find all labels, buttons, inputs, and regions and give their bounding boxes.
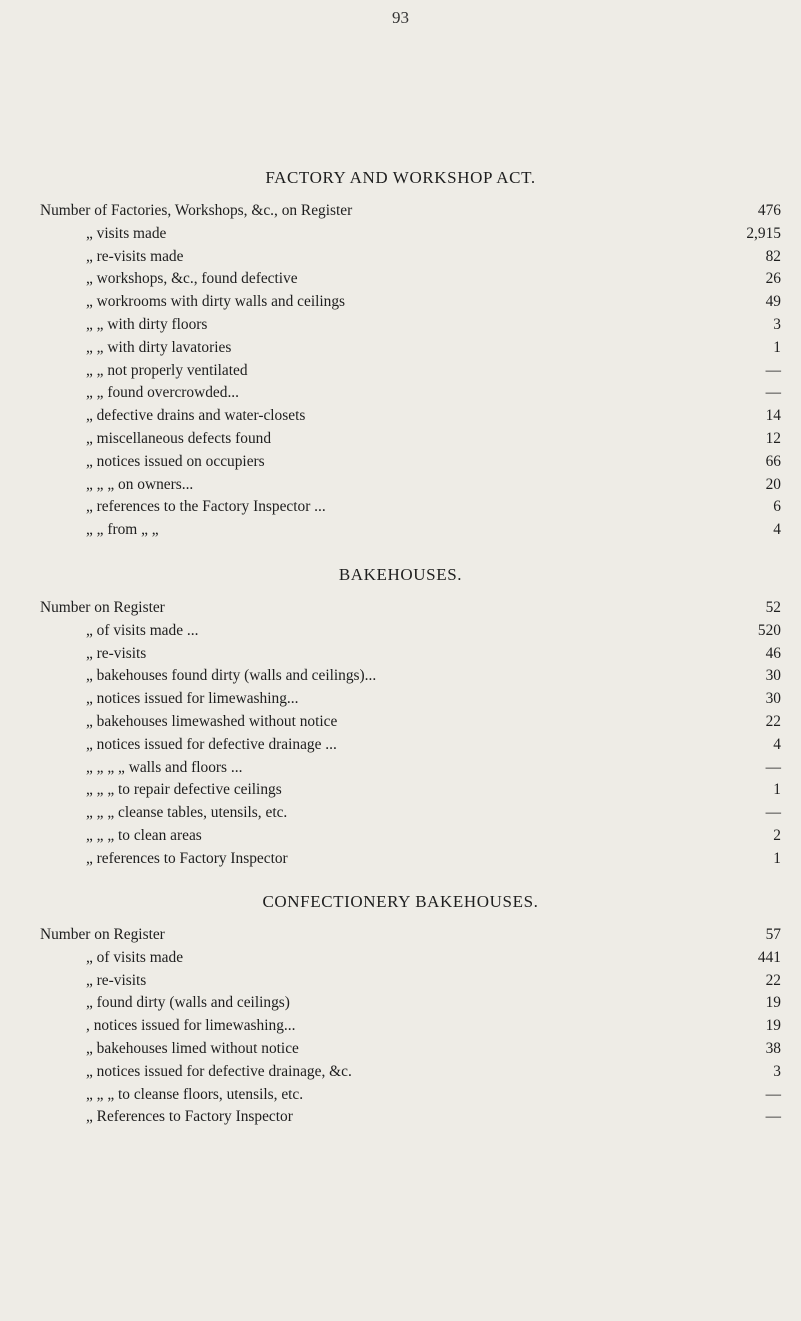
table-row: „ „ „ to repair defective ceilings 1 xyxy=(86,781,781,799)
table-row: „ „ „ on owners... 20 xyxy=(86,475,781,493)
confectionery-bakehouses-section xyxy=(0,892,801,1129)
table-row: Number on Register 57 xyxy=(40,926,781,943)
bakehouses-section xyxy=(0,565,801,871)
table-row: „ „ „ cleanse tables, utensils, etc. — xyxy=(86,804,781,822)
table-row: „ „ with dirty lavatories 1 xyxy=(86,338,781,356)
table-row: „ „ from „ „ 4 xyxy=(86,521,781,539)
table-row: „ bakehouses limed without notice 38 xyxy=(86,1039,781,1057)
table-row: , notices issued for limewashing... 19 xyxy=(86,1017,781,1035)
table-row: „ „ found overcrowded... — xyxy=(86,384,781,402)
table-row: „ References to Factory Inspector — xyxy=(86,1108,781,1126)
page-number: 93 xyxy=(392,8,409,27)
table-row: „ notices issued for limewashing... 30 xyxy=(86,690,781,708)
table-row: „ „ „ to clean areas 2 xyxy=(86,826,781,844)
table-row: „ notices issued for defective drainage ... 4 xyxy=(86,735,781,753)
table-row: „ workrooms with dirty walls and ceilings 49 xyxy=(86,293,781,311)
table-row: „ references to Factory Inspector 1 xyxy=(86,849,781,867)
table-row: „ defective drains and water-closets 14 xyxy=(86,407,781,425)
section-title: CONFECTIONERY BAKEHOUSES. xyxy=(262,892,539,911)
table-row: „ re-visits 46 xyxy=(86,644,781,662)
table-row: „ visits made 2,915 xyxy=(86,224,781,242)
table-row: „ re-visits 22 xyxy=(86,971,781,989)
table-row: „ re-visits made 82 xyxy=(86,247,781,265)
table-row: „ „ not properly ventilated — xyxy=(86,361,781,379)
table-row: „ of visits made ... 520 xyxy=(86,621,781,639)
table-row: „ bakehouses limewashed without notice 22 xyxy=(86,712,781,730)
table-row: „ miscellaneous defects found 12 xyxy=(86,429,781,447)
table-row: „ bakehouses found dirty (walls and ceilings)... 30 xyxy=(86,667,781,685)
table-row: „ „ „ to cleanse floors, utensils, etc. — xyxy=(86,1085,781,1103)
table-row: „ „ with dirty floors 3 xyxy=(86,315,781,333)
factory-workshop-section xyxy=(0,168,801,542)
table-row: „ of visits made 441 xyxy=(86,948,781,966)
table-row: Number of Factories, Workshops, &c., on Register 476 xyxy=(40,202,781,219)
table-row: „ notices issued on occupiers 66 xyxy=(86,452,781,470)
table-row: „ „ „ „ walls and floors ... — xyxy=(86,758,781,776)
table-row: „ notices issued for defective drainage, &c. 3 xyxy=(86,1062,781,1080)
section-title: FACTORY AND WORKSHOP ACT. xyxy=(265,168,536,187)
table-row: „ found dirty (walls and ceilings) 19 xyxy=(86,994,781,1012)
table-row: „ workshops, &c., found defective 26 xyxy=(86,270,781,288)
table-row: Number on Register 52 xyxy=(40,599,781,616)
section-title: BAKEHOUSES. xyxy=(338,565,463,584)
table-row: „ references to the Factory Inspector ... 6 xyxy=(86,498,781,516)
